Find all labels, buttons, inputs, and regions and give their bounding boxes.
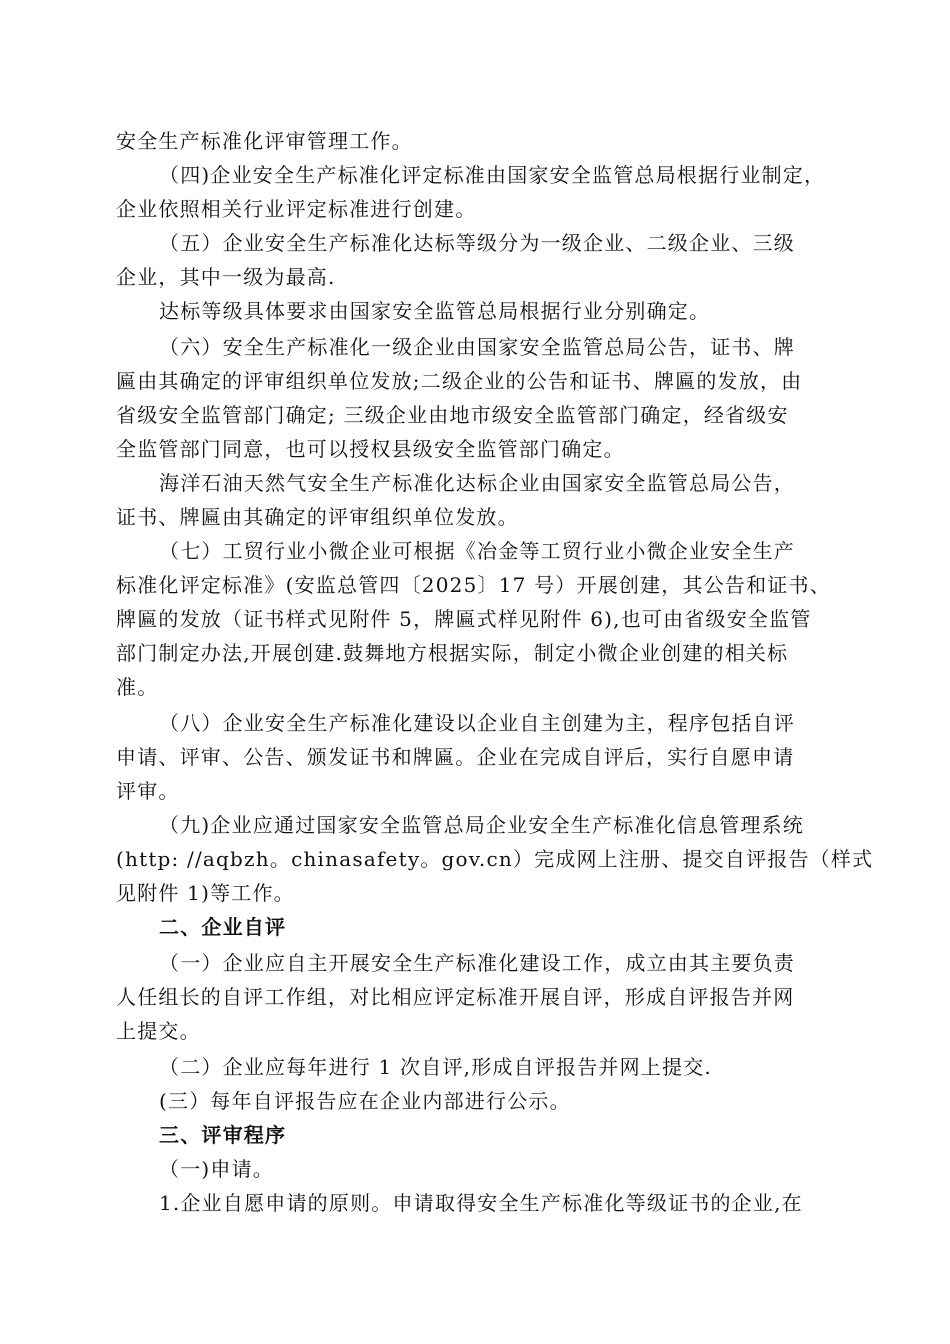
text-line: （八）企业安全生产标准化建设以企业自主创建为主，程序包括自评 bbox=[159, 711, 795, 735]
text-line: 1.企业自愿申请的原则。申请取得安全生产标准化等级证书的企业,在 bbox=[159, 1191, 803, 1215]
text-line: （七）工贸行业小微企业可根据《冶金等工贸行业小微企业安全生产 bbox=[159, 539, 795, 563]
text-line: 海洋石油天然气安全生产标准化达标企业由国家安全监管总局公告， bbox=[159, 471, 795, 495]
text-line: 安全生产标准化评审管理工作。 bbox=[116, 129, 413, 153]
text-line: 评审。 bbox=[116, 779, 180, 803]
text-line: (http: //aqbzh。chinasafety。gov.cn）完成网上注册、提交自评报告（样式 bbox=[116, 847, 874, 871]
text-line: 上提交。 bbox=[116, 1019, 201, 1043]
section-heading: 二、企业自评 bbox=[159, 915, 287, 939]
text-line: 全监管部门同意，也可以授权县级安全监管部门确定。 bbox=[116, 437, 625, 461]
text-line: 企业依照相关行业评定标准进行创建。 bbox=[116, 197, 477, 221]
text-line: （二）企业应每年进行 1 次自评,形成自评报告并网上提交. bbox=[159, 1055, 712, 1079]
text-line: 申请、评审、公告、颁发证书和牌匾。企业在完成自评后，实行自愿申请 bbox=[116, 745, 795, 769]
text-line: 省级安全监管部门确定; 三级企业由地市级安全监管部门确定，经省级安 bbox=[116, 403, 789, 427]
section-heading: 三、评审程序 bbox=[159, 1123, 287, 1147]
text-line: （一）企业应自主开展安全生产标准化建设工作，成立由其主要负责 bbox=[159, 951, 795, 975]
text-line: 匾由其确定的评审组织单位发放;二级企业的公告和证书、牌匾的发放，由 bbox=[116, 369, 803, 393]
text-line: （六）安全生产标准化一级企业由国家安全监管总局公告，证书、牌 bbox=[159, 335, 795, 359]
text-line: 牌匾的发放（证书样式见附件 5，牌匾式样见附件 6),也可由省级安全监管 bbox=[116, 607, 812, 631]
text-line: 证书、牌匾由其确定的评审组织单位发放。 bbox=[116, 505, 519, 529]
text-line: 标准化评定标准》(安监总管四〔2025〕17 号）开展创建，其公告和证书、 bbox=[116, 573, 831, 597]
text-line: 准。 bbox=[116, 675, 159, 699]
text-line: 企业，其中一级为最高. bbox=[116, 265, 336, 289]
text-line: （一)申请。 bbox=[159, 1157, 275, 1181]
text-line: （九)企业应通过国家安全监管总局企业安全生产标准化信息管理系统 bbox=[159, 813, 805, 837]
text-line: （四)企业安全生产标准化评定标准由国家安全监管总局根据行业制定， bbox=[159, 163, 826, 187]
text-line: 达标等级具体要求由国家安全监管总局根据行业分别确定。 bbox=[159, 299, 711, 323]
text-line: (三）每年自评报告应在企业内部进行公示。 bbox=[159, 1089, 571, 1113]
text-line: 人任组长的自评工作组，对比相应评定标准开展自评，形成自评报告并网 bbox=[116, 985, 795, 1009]
text-line: 见附件 1)等工作。 bbox=[116, 881, 295, 905]
text-line: 部门制定办法,开展创建.鼓舞地方根据实际，制定小微企业创建的相关标 bbox=[116, 641, 789, 665]
text-line: （五）企业安全生产标准化达标等级分为一级企业、二级企业、三级 bbox=[159, 231, 795, 255]
